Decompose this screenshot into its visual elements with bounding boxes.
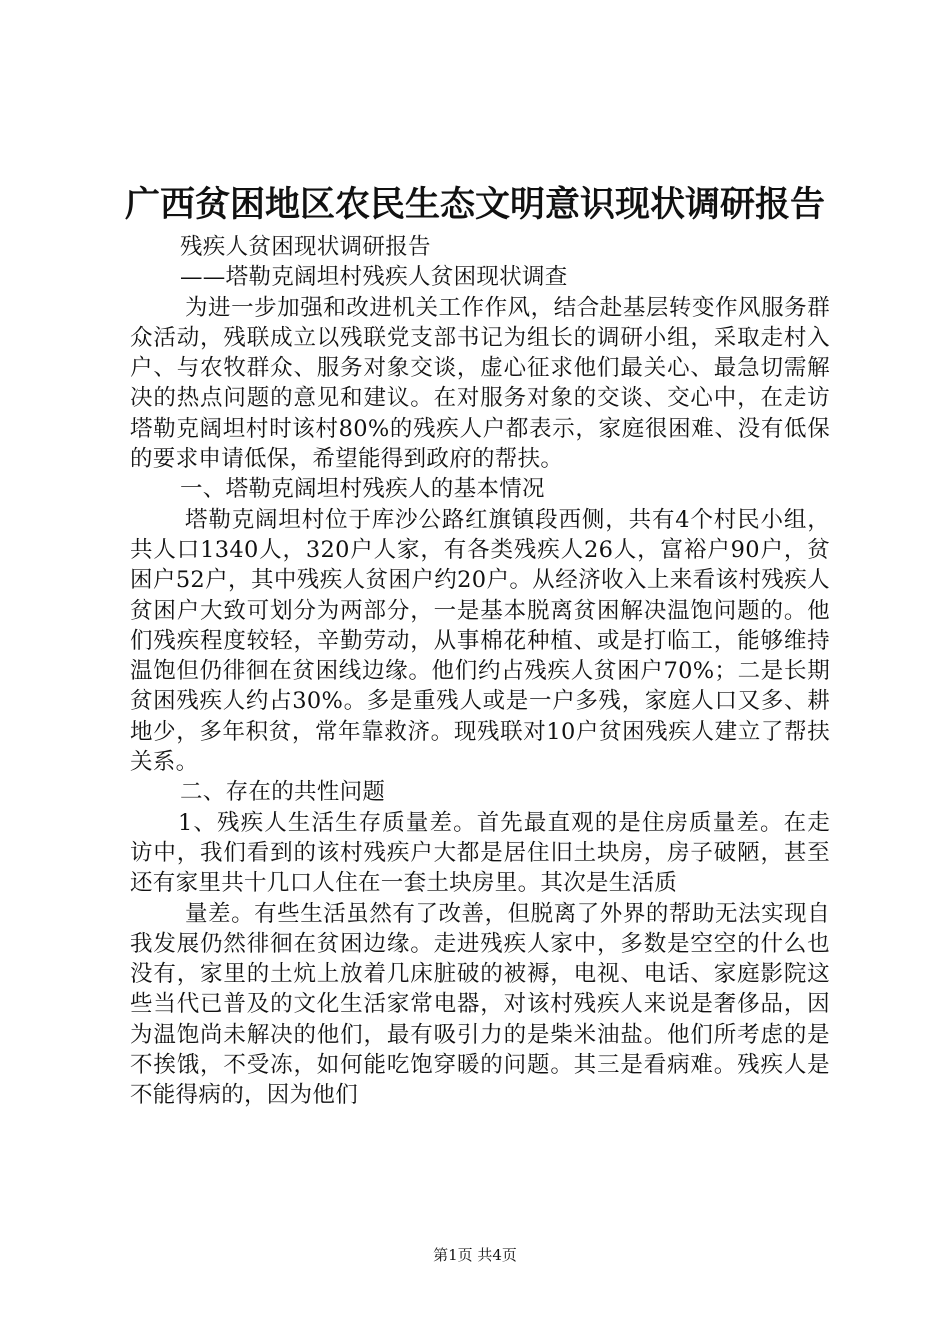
document-body xyxy=(130,232,830,1111)
body-paragraph: 塔勒克阔坦村位于库沙公路红旗镇段西侧，共有4个村民小组，共人口1340人，320户人家，有各类残疾人26人，富裕户90户，贫困户52户，其中残疾人贫困户约20户。从经济收入上来看该村残疾人贫困户大致可划分为两部分，一是基本脱离贫困解决温饱问题的。他们残疾程度较轻，辛勤劳动，从事棉花种植、或是打临工，能够维持温饱但仍徘徊在贫困线边缘。他们约占残疾人贫困户70%；二是长期贫困残疾人约占30%。多是重残人或是一户多残，家庭人口又多、耕地少，多年积贫，常年靠救济。现残联对10户贫困残疾人建立了帮扶关系。 xyxy=(130,506,830,776)
section-heading: 一、塔勒克阔坦村残疾人的基本情况 xyxy=(180,476,545,503)
body-paragraph: 为进一步加强和改进机关工作作风，结合赴基层转变作风服务群众活动，残联成立以残联党支部书记为组长的调研小组，采取走村入户、与农牧群众、服务对象交谈，虚心征求他们最关心、最急切需解决的热点问题的意见和建议。在对服务对象的交谈、交心中，在走访塔勒克阔坦村时该村80%的残疾人户都表示，家庭很困难、没有低保的要求申请低保，希望能得到政府的帮扶。 xyxy=(130,294,830,473)
subtitle-line: 残疾人贫困现状调研报告 xyxy=(180,234,431,260)
subtitle-line: ——塔勒克阔坦村残疾人贫困现状调查 xyxy=(180,264,568,291)
section-heading: 二、存在的共性问题 xyxy=(180,779,386,806)
body-paragraph: 1、残疾人生活生存质量差。首先最直观的是住房质量差。在走访中，我们看到的该村残疾户大都是居住旧土块房，房子破陋，甚至还有家里共十几口人住在一套土块房里。其次是生活质 xyxy=(130,809,830,897)
document-title: 广西贫困地区农民生态文明意识现状调研报告 xyxy=(124,184,825,225)
body-paragraph: 量差。有些生活虽然有了改善，但脱离了外界的帮助无法实现自我发展仍然徘徊在贫困边缘。走进残疾人家中，多数是空空的什么也没有，家里的土炕上放着几床脏破的被褥，电视、电话、家庭影院这些当代已普及的文化生活家常电器，对该村残疾人来说是奢侈品，因为温饱尚未解决的他们，最有吸引力的是柴米油盐。他们所考虑的是不挨饿，不受冻，如何能吃饱穿暖的问题。其三是看病难。残疾人是不能得病的，因为他们 xyxy=(130,900,830,1109)
page-footer: 第1页 共4页 xyxy=(433,1246,517,1264)
